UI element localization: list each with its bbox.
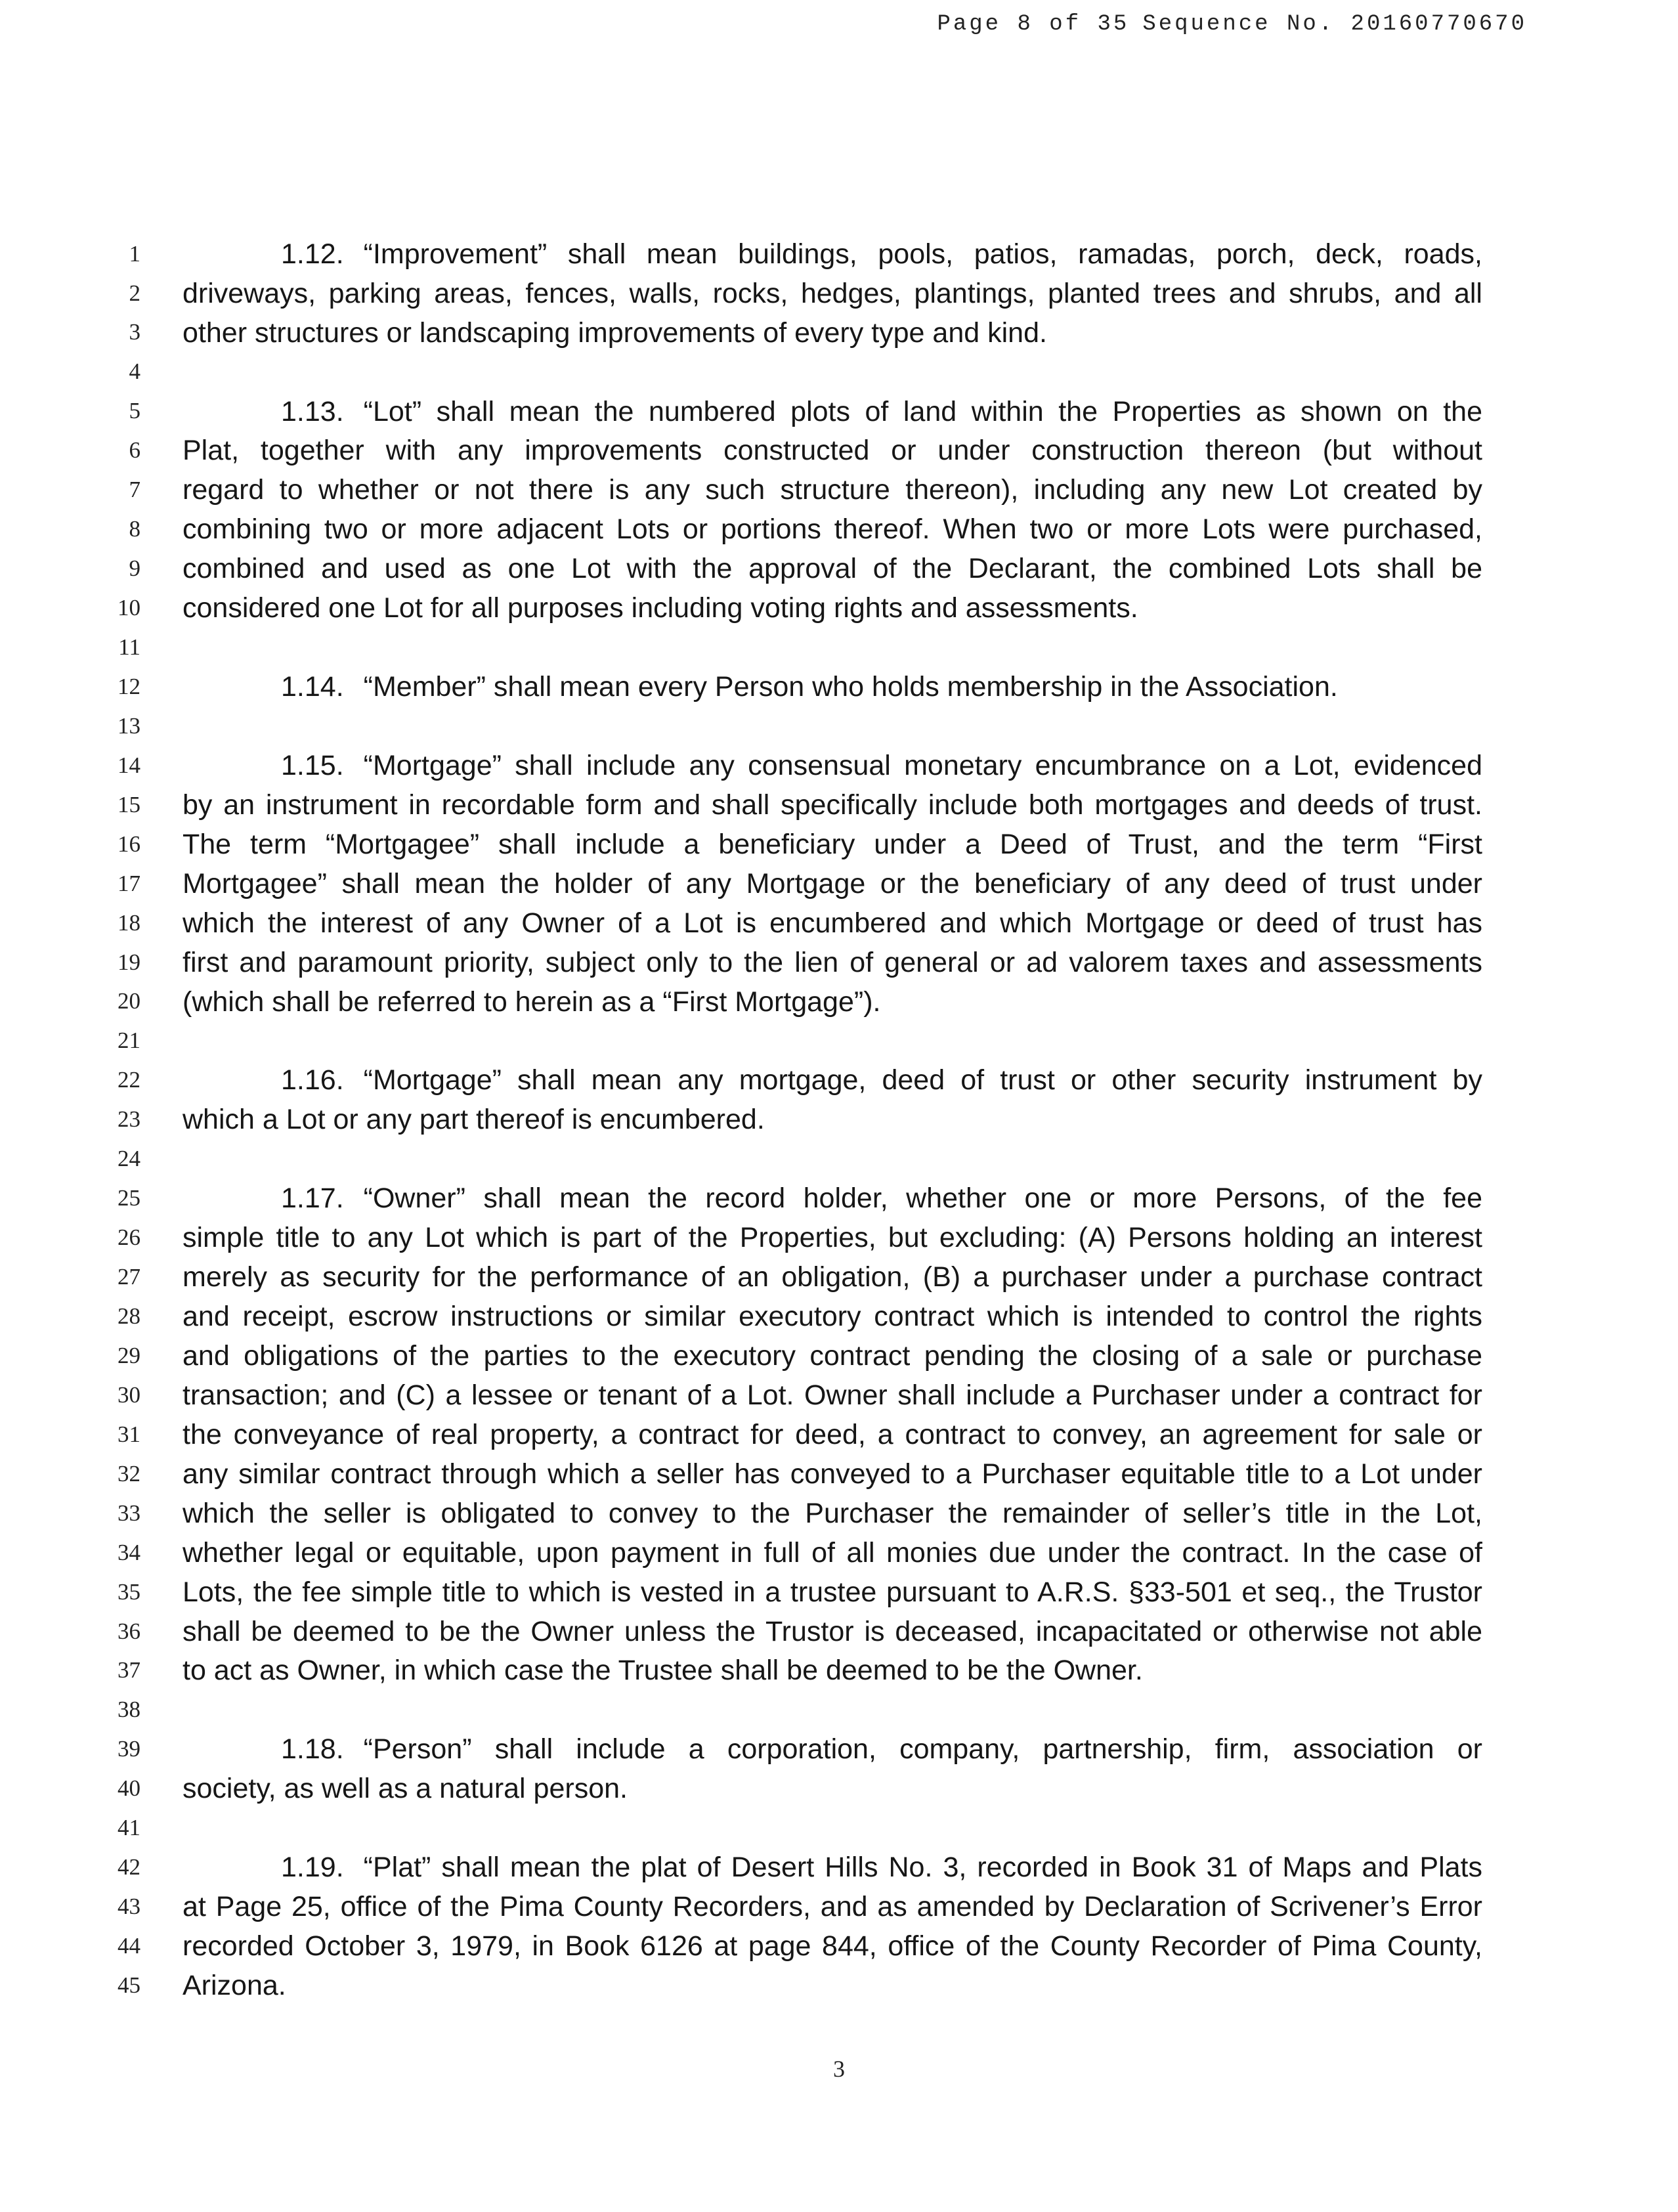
paragraph-line: transaction; and (C) a lessee or tenant of a Lot. Owner shall include a Purchaser under a contract for — [183, 1379, 1482, 1411]
paragraph-line: by an instrument in recordable form and shall specifically include both mortgages and deeds of trust. — [183, 789, 1482, 821]
paragraph-line: which the interest of any Owner of a Lot is encumbered and which Mortgage or deed of trust has — [183, 907, 1482, 939]
paragraph-line: other structures or landscaping improvements of every type and kind. — [183, 317, 1047, 349]
section-number: 1.15. — [281, 750, 344, 781]
line-number: 35 — [118, 1579, 140, 1605]
line-number: 24 — [118, 1146, 140, 1171]
line-number: 18 — [118, 910, 140, 936]
paragraph-line: combined and used as one Lot with the approval of the Declarant, the combined Lots shall be — [183, 553, 1482, 584]
section-number: 1.12. — [281, 238, 344, 270]
paragraph-line: 1.13. “Lot” shall mean the numbered plots of land within the Properties as shown on the — [281, 396, 1482, 427]
paragraph-line: Arizona. — [183, 1970, 286, 2001]
line-number: 19 — [118, 949, 140, 975]
paragraph-line: at Page 25, office of the Pima County Recorders, and as amended by Declaration of Scrivener’s Error — [183, 1891, 1482, 1922]
document-header — [937, 12, 1527, 37]
line-number: 42 — [118, 1854, 140, 1880]
line-number: 33 — [118, 1500, 140, 1526]
line-number: 3 — [129, 319, 140, 345]
paragraph-line: 1.18. “Person” shall include a corporation, company, partnership, firm, association or — [281, 1733, 1482, 1765]
page-number: 3 — [833, 2056, 845, 2082]
line-number: 10 — [118, 595, 140, 620]
paragraph-line: and obligations of the parties to the executory contract pending the closing of a sale or purchase — [183, 1340, 1482, 1372]
line-number: 12 — [118, 674, 140, 699]
line-number: 13 — [118, 713, 140, 739]
paragraph-line: first and paramount priority, subject only to the lien of general or ad valorem taxes and assessments — [183, 947, 1482, 978]
section-number: 1.14. — [281, 671, 344, 703]
line-number: 25 — [118, 1185, 140, 1211]
line-number: 11 — [118, 634, 140, 660]
line-number: 17 — [118, 871, 140, 896]
line-number: 39 — [118, 1736, 140, 1762]
line-number: 7 — [129, 477, 140, 502]
section-number: 1.17. — [281, 1182, 344, 1214]
paragraph-line: 1.17. “Owner” shall mean the record holder, whether one or more Persons, of the fee — [281, 1182, 1482, 1214]
paragraph-line: recorded October 3, 1979, in Book 6126 at page 844, office of the County Recorder of Pima County, — [183, 1930, 1482, 1962]
paragraph-line: merely as security for the performance of an obligation, (B) a purchaser under a purchase contract — [183, 1261, 1482, 1293]
line-number: 37 — [118, 1657, 140, 1683]
paragraph-line: combining two or more adjacent Lots or portions thereof. When two or more Lots were purchased, — [183, 513, 1482, 545]
line-number: 8 — [129, 516, 140, 542]
line-number: 29 — [118, 1343, 140, 1368]
line-number: 45 — [118, 1972, 140, 1998]
paragraph-line: the conveyance of real property, a contract for deed, a contract to convey, an agreement for sale or — [183, 1419, 1482, 1450]
paragraph-line: to act as Owner, in which case the Trustee shall be deemed to be the Owner. — [183, 1655, 1143, 1686]
line-number: 34 — [118, 1540, 140, 1565]
line-number: 36 — [118, 1618, 140, 1644]
sequence-number-label: Sequence No. 20160770670 — [1142, 12, 1527, 37]
paragraph-line: (which shall be referred to herein as a “First Mortgage”). — [183, 986, 881, 1018]
paragraph-line: 1.12. “Improvement” shall mean buildings, pools, patios, ramadas, porch, deck, roads, — [281, 238, 1482, 270]
paragraph-line: any similar contract through which a seller has conveyed to a Purchaser equitable title to a Lot under — [183, 1458, 1482, 1490]
line-number: 28 — [118, 1303, 140, 1329]
paragraph-line: 1.15. “Mortgage” shall include any consensual monetary encumbrance on a Lot, evidenced — [281, 750, 1482, 781]
line-number: 32 — [118, 1461, 140, 1486]
paragraph-line: 1.19. “Plat” shall mean the plat of Desert Hills No. 3, recorded in Book 31 of Maps and Plats — [281, 1852, 1482, 1883]
line-number: 9 — [129, 555, 140, 581]
section-number: 1.18. — [281, 1733, 344, 1765]
paragraph-line: regard to whether or not there is any such structure thereon), including any new Lot created by — [183, 474, 1482, 506]
paragraph-line: simple title to any Lot which is part of the Properties, but excluding: (A) Persons holding an interest — [183, 1222, 1482, 1253]
paragraph-line: considered one Lot for all purposes including voting rights and assessments. — [183, 592, 1138, 624]
line-number: 2 — [129, 280, 140, 306]
line-number: 14 — [118, 752, 140, 778]
line-number: 16 — [118, 831, 140, 857]
line-number: 21 — [118, 1028, 140, 1053]
paragraph-line: society, as well as a natural person. — [183, 1773, 628, 1804]
line-number: 23 — [118, 1106, 140, 1132]
line-number: 4 — [129, 358, 140, 384]
section-number: 1.19. — [281, 1852, 344, 1883]
line-number: 20 — [118, 988, 140, 1014]
line-number: 26 — [118, 1225, 140, 1250]
line-number: 1 — [129, 241, 140, 267]
paragraph-line: which a Lot or any part thereof is encumbered. — [183, 1104, 765, 1135]
line-number: 5 — [129, 398, 140, 423]
paragraph-line: shall be deemed to be the Owner unless the Trustor is deceased, incapacitated or otherwise not able — [183, 1616, 1482, 1647]
paragraph-line: driveways, parking areas, fences, walls, rocks, hedges, plantings, planted trees and shrubs, and all — [183, 278, 1482, 309]
page-count-label: Page 8 of 35 — [937, 12, 1130, 37]
line-number: 41 — [118, 1815, 140, 1840]
section-number: 1.16. — [281, 1064, 344, 1096]
line-number: 40 — [118, 1775, 140, 1801]
line-number: 38 — [118, 1697, 140, 1722]
paragraph-line: Plat, together with any improvements constructed or under construction thereon (but without — [183, 435, 1482, 466]
line-number: 44 — [118, 1933, 140, 1959]
line-number: 15 — [118, 792, 140, 817]
line-number: 22 — [118, 1067, 140, 1093]
paragraph-line: whether legal or equitable, upon payment in full of all monies due under the contract. In the case of — [183, 1537, 1482, 1569]
paragraph-line: 1.14. “Member” shall mean every Person who holds membership in the Association. — [281, 671, 1338, 703]
line-number: 30 — [118, 1382, 140, 1408]
paragraph-line: Lots, the fee simple title to which is vested in a trustee pursuant to A.R.S. §33-501 et seq., the Trustor — [183, 1576, 1482, 1608]
line-number: 6 — [129, 437, 140, 463]
line-number: 27 — [118, 1264, 140, 1290]
line-number: 31 — [118, 1421, 140, 1447]
paragraph-line: Mortgagee” shall mean the holder of any Mortgage or the beneficiary of any deed of trust under — [183, 868, 1482, 900]
paragraph-line: and receipt, escrow instructions or similar executory contract which is intended to control the rights — [183, 1301, 1482, 1332]
paragraph-line: which the seller is obligated to convey to the Purchaser the remainder of seller’s title in the Lot, — [183, 1498, 1482, 1529]
line-number: 43 — [118, 1894, 140, 1919]
paragraph-line: The term “Mortgagee” shall include a beneficiary under a Deed of Trust, and the term “First — [183, 829, 1482, 860]
paragraph-line: 1.16. “Mortgage” shall mean any mortgage, deed of trust or other security instrument by — [281, 1064, 1482, 1096]
section-number: 1.13. — [281, 396, 344, 427]
